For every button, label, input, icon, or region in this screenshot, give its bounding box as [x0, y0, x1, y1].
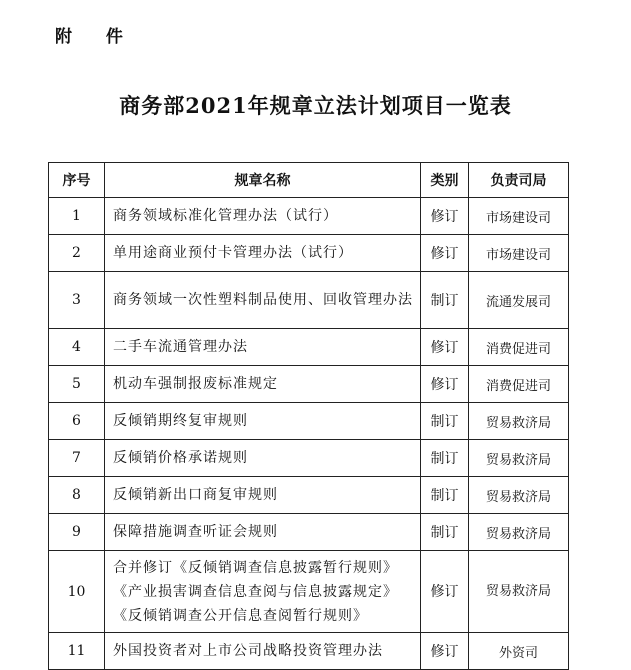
regulation-category: 制订 — [421, 272, 469, 329]
responsible-department: 贸易救济局 — [469, 551, 569, 633]
regulation-name: 合并修订《反倾销调查信息披露暂行规则》《产业损害调查信息查阅与信息披露规定》《反倾销调查公开信息查阅暂行规则》 — [105, 551, 421, 633]
regulation-category: 修订 — [421, 633, 469, 670]
regulation-name: 反倾销新出口商复审规则 — [105, 477, 421, 514]
table-row — [49, 477, 569, 514]
responsible-department: 外资司 — [469, 633, 569, 670]
regulation-name: 单用途商业预付卡管理办法（试行） — [105, 235, 421, 272]
page-title: 商务部2021年规章立法计划项目一览表 — [119, 93, 512, 118]
regulation-name: 商务领域标准化管理办法（试行） — [105, 198, 421, 235]
responsible-department: 市场建设司 — [469, 235, 569, 272]
row-number: 7 — [49, 440, 105, 477]
regulation-category: 修订 — [421, 366, 469, 403]
regulation-name: 机动车强制报废标准规定 — [105, 366, 421, 403]
table-row — [49, 440, 569, 477]
responsible-department: 市场建设司 — [469, 198, 569, 235]
regulation-name: 保障措施调查听证会规则 — [105, 514, 421, 551]
regulation-category: 修订 — [421, 551, 469, 633]
regulation-category: 制订 — [421, 440, 469, 477]
responsible-department: 贸易救济局 — [469, 403, 569, 440]
row-number: 2 — [49, 235, 105, 272]
table-row — [49, 329, 569, 366]
regulation-category: 修订 — [421, 235, 469, 272]
regulation-category: 修订 — [421, 329, 469, 366]
attachment-label: 附 件 — [55, 27, 137, 47]
row-number: 5 — [49, 366, 105, 403]
regulation-plan-table — [48, 162, 569, 670]
column-header-department: 负责司局 — [469, 163, 569, 198]
table-row — [49, 403, 569, 440]
table-row — [49, 633, 569, 670]
responsible-department: 贸易救济局 — [469, 514, 569, 551]
row-number: 1 — [49, 198, 105, 235]
regulation-name: 商务领域一次性塑料制品使用、回收管理办法 — [105, 272, 421, 329]
column-header-no: 序号 — [49, 163, 105, 198]
regulation-name: 外国投资者对上市公司战略投资管理办法 — [105, 633, 421, 670]
table-row — [49, 198, 569, 235]
column-header-category: 类别 — [421, 163, 469, 198]
table-row — [49, 514, 569, 551]
table-header-row — [49, 163, 569, 198]
responsible-department: 消费促进司 — [469, 329, 569, 366]
responsible-department: 流通发展司 — [469, 272, 569, 329]
table-row — [49, 551, 569, 633]
responsible-department: 消费促进司 — [469, 366, 569, 403]
regulation-name: 反倾销价格承诺规则 — [105, 440, 421, 477]
regulation-category: 制订 — [421, 403, 469, 440]
regulation-category: 制订 — [421, 477, 469, 514]
row-number: 10 — [49, 551, 105, 633]
responsible-department: 贸易救济局 — [469, 440, 569, 477]
column-header-name: 规章名称 — [105, 163, 421, 198]
regulation-name: 二手车流通管理办法 — [105, 329, 421, 366]
row-number: 11 — [49, 633, 105, 670]
regulation-name: 反倾销期终复审规则 — [105, 403, 421, 440]
responsible-department: 贸易救济局 — [469, 477, 569, 514]
table-row — [49, 366, 569, 403]
regulation-category: 制订 — [421, 514, 469, 551]
regulation-category: 修订 — [421, 198, 469, 235]
row-number: 8 — [49, 477, 105, 514]
table-row — [49, 235, 569, 272]
row-number: 6 — [49, 403, 105, 440]
row-number: 9 — [49, 514, 105, 551]
row-number: 3 — [49, 272, 105, 329]
table-row — [49, 272, 569, 329]
row-number: 4 — [49, 329, 105, 366]
